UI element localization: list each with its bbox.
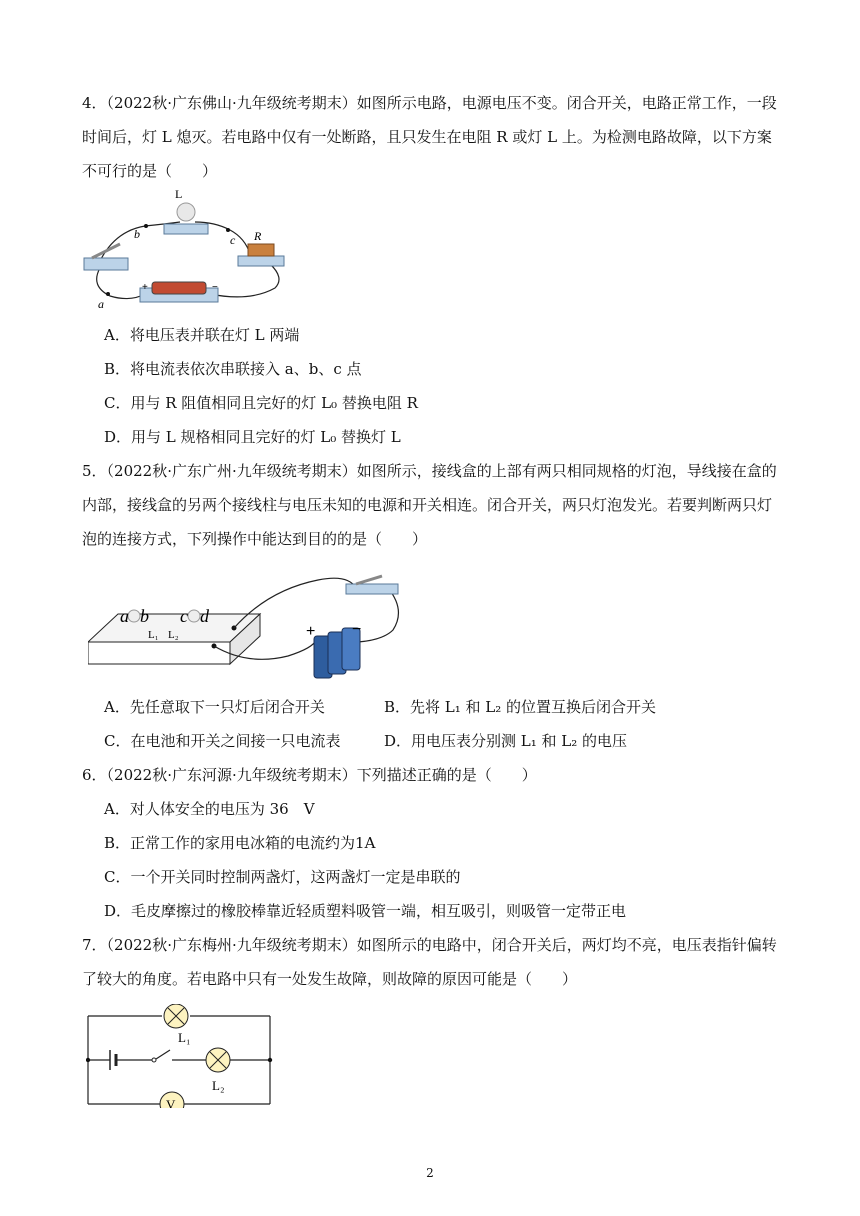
battery-icon <box>152 282 206 294</box>
question-6-stem: 6．（2022秋·广东河源·九年级统考期末）下列描述正确的是（ ） <box>82 766 537 784</box>
question-5-option-c[interactable]: C．在电池和开关之间接一只电流表 <box>104 732 341 750</box>
lamp-label: L <box>175 187 183 201</box>
question-5-option-b[interactable]: B．先将 L₁ 和 L₂ 的位置互换后闭合开关 <box>384 698 657 716</box>
resistor-icon <box>248 244 274 256</box>
svg-text:a: a <box>120 606 129 626</box>
svg-text:−: − <box>352 621 362 638</box>
svg-text:c: c <box>180 606 188 626</box>
lamp-l2-label: L₂ <box>212 1078 225 1093</box>
bulb-l1-icon <box>128 610 140 622</box>
svg-text:+: + <box>142 282 148 293</box>
question-4-option-a[interactable]: A．将电压表并联在灯 L 两端 <box>104 326 300 344</box>
point-a-label: a <box>98 297 104 311</box>
question-6-option-d[interactable]: D．毛皮摩擦过的橡胶棒靠近轻质塑料吸管一端，相互吸引，则吸管一定带正电 <box>104 902 627 920</box>
svg-text:L₁: L₁ <box>148 629 159 641</box>
bulb-l2-icon <box>188 610 200 622</box>
question-6-option-a[interactable]: A．对人体安全的电压为 36 V <box>104 800 315 818</box>
question-5-option-a[interactable]: A．先任意取下一只灯后闭合开关 <box>104 698 325 716</box>
question-4-option-d[interactable]: D．用与 L 规格相同且完好的灯 L₀ 替换灯 L <box>104 428 401 446</box>
lamp-l1-label: L₁ <box>178 1030 191 1045</box>
point-b-label: b <box>134 227 140 241</box>
switch-icon <box>84 258 128 270</box>
question-4-circuit-figure <box>80 186 290 312</box>
lamp-icon <box>177 203 195 221</box>
svg-text:+: + <box>306 623 316 640</box>
lamp-l2-icon <box>206 1048 230 1072</box>
svg-text:b: b <box>140 606 149 626</box>
point-c-label: c <box>230 233 236 247</box>
page-number: 2 <box>426 1166 434 1180</box>
question-6-option-c[interactable]: C．一个开关同时控制两盏灯，这两盏灯一定是串联的 <box>104 868 461 886</box>
question-5-junction-box-figure <box>88 570 408 682</box>
voltmeter-icon <box>160 1092 184 1108</box>
switch-icon <box>156 1050 170 1059</box>
resistor-label: R <box>254 229 262 243</box>
question-4-stem: 4．（2022秋·广东佛山·九年级统考期末）如图所示电路，电源电压不变。闭合开关，电路正常工作，一段时间后，灯 L 熄灭。若电路中仅有一处断路，且只发生在电阻 R 或灯 L 上。为检测电路故障，以下方案不可行的是（ ） <box>82 94 777 180</box>
svg-text:d: d <box>200 606 209 626</box>
question-6-option-b[interactable]: B．正常工作的家用电冰箱的电流约为1A <box>104 834 376 852</box>
svg-text:V: V <box>166 1097 176 1108</box>
question-5-stem: 5．（2022秋·广东广州·九年级统考期末）如图所示，接线盒的上部有两只相同规格的灯泡，导线接在盒的内部，接线盒的另两个接线柱与电压未知的电源和开关相连。闭合开关，两只灯泡发光。若要判断两只灯泡的连接方式，下列操作中能达到目的的是（ ） <box>82 462 777 548</box>
lamp-l1-icon <box>164 1004 188 1028</box>
question-4-option-b[interactable]: B．将电流表依次串联接入 a、b、c 点 <box>104 360 362 378</box>
svg-text:−: − <box>212 282 218 293</box>
question-4-option-c[interactable]: C．用与 R 阻值相同且完好的灯 L₀ 替换电阻 R <box>104 394 418 412</box>
question-7-stem: 7．（2022秋·广东梅州·九年级统考期末）如图所示的电路中，闭合开关后，两灯均不亮，电压表指针偏转了较大的角度。若电路中只有一处发生故障，则故障的原因可能是（ ） <box>82 936 777 988</box>
svg-text:L₂: L₂ <box>168 629 179 641</box>
question-7-circuit-diagram <box>86 1004 276 1108</box>
switch-icon <box>346 584 398 594</box>
question-5-option-d[interactable]: D．用电压表分别测 L₁ 和 L₂ 的电压 <box>384 732 628 750</box>
